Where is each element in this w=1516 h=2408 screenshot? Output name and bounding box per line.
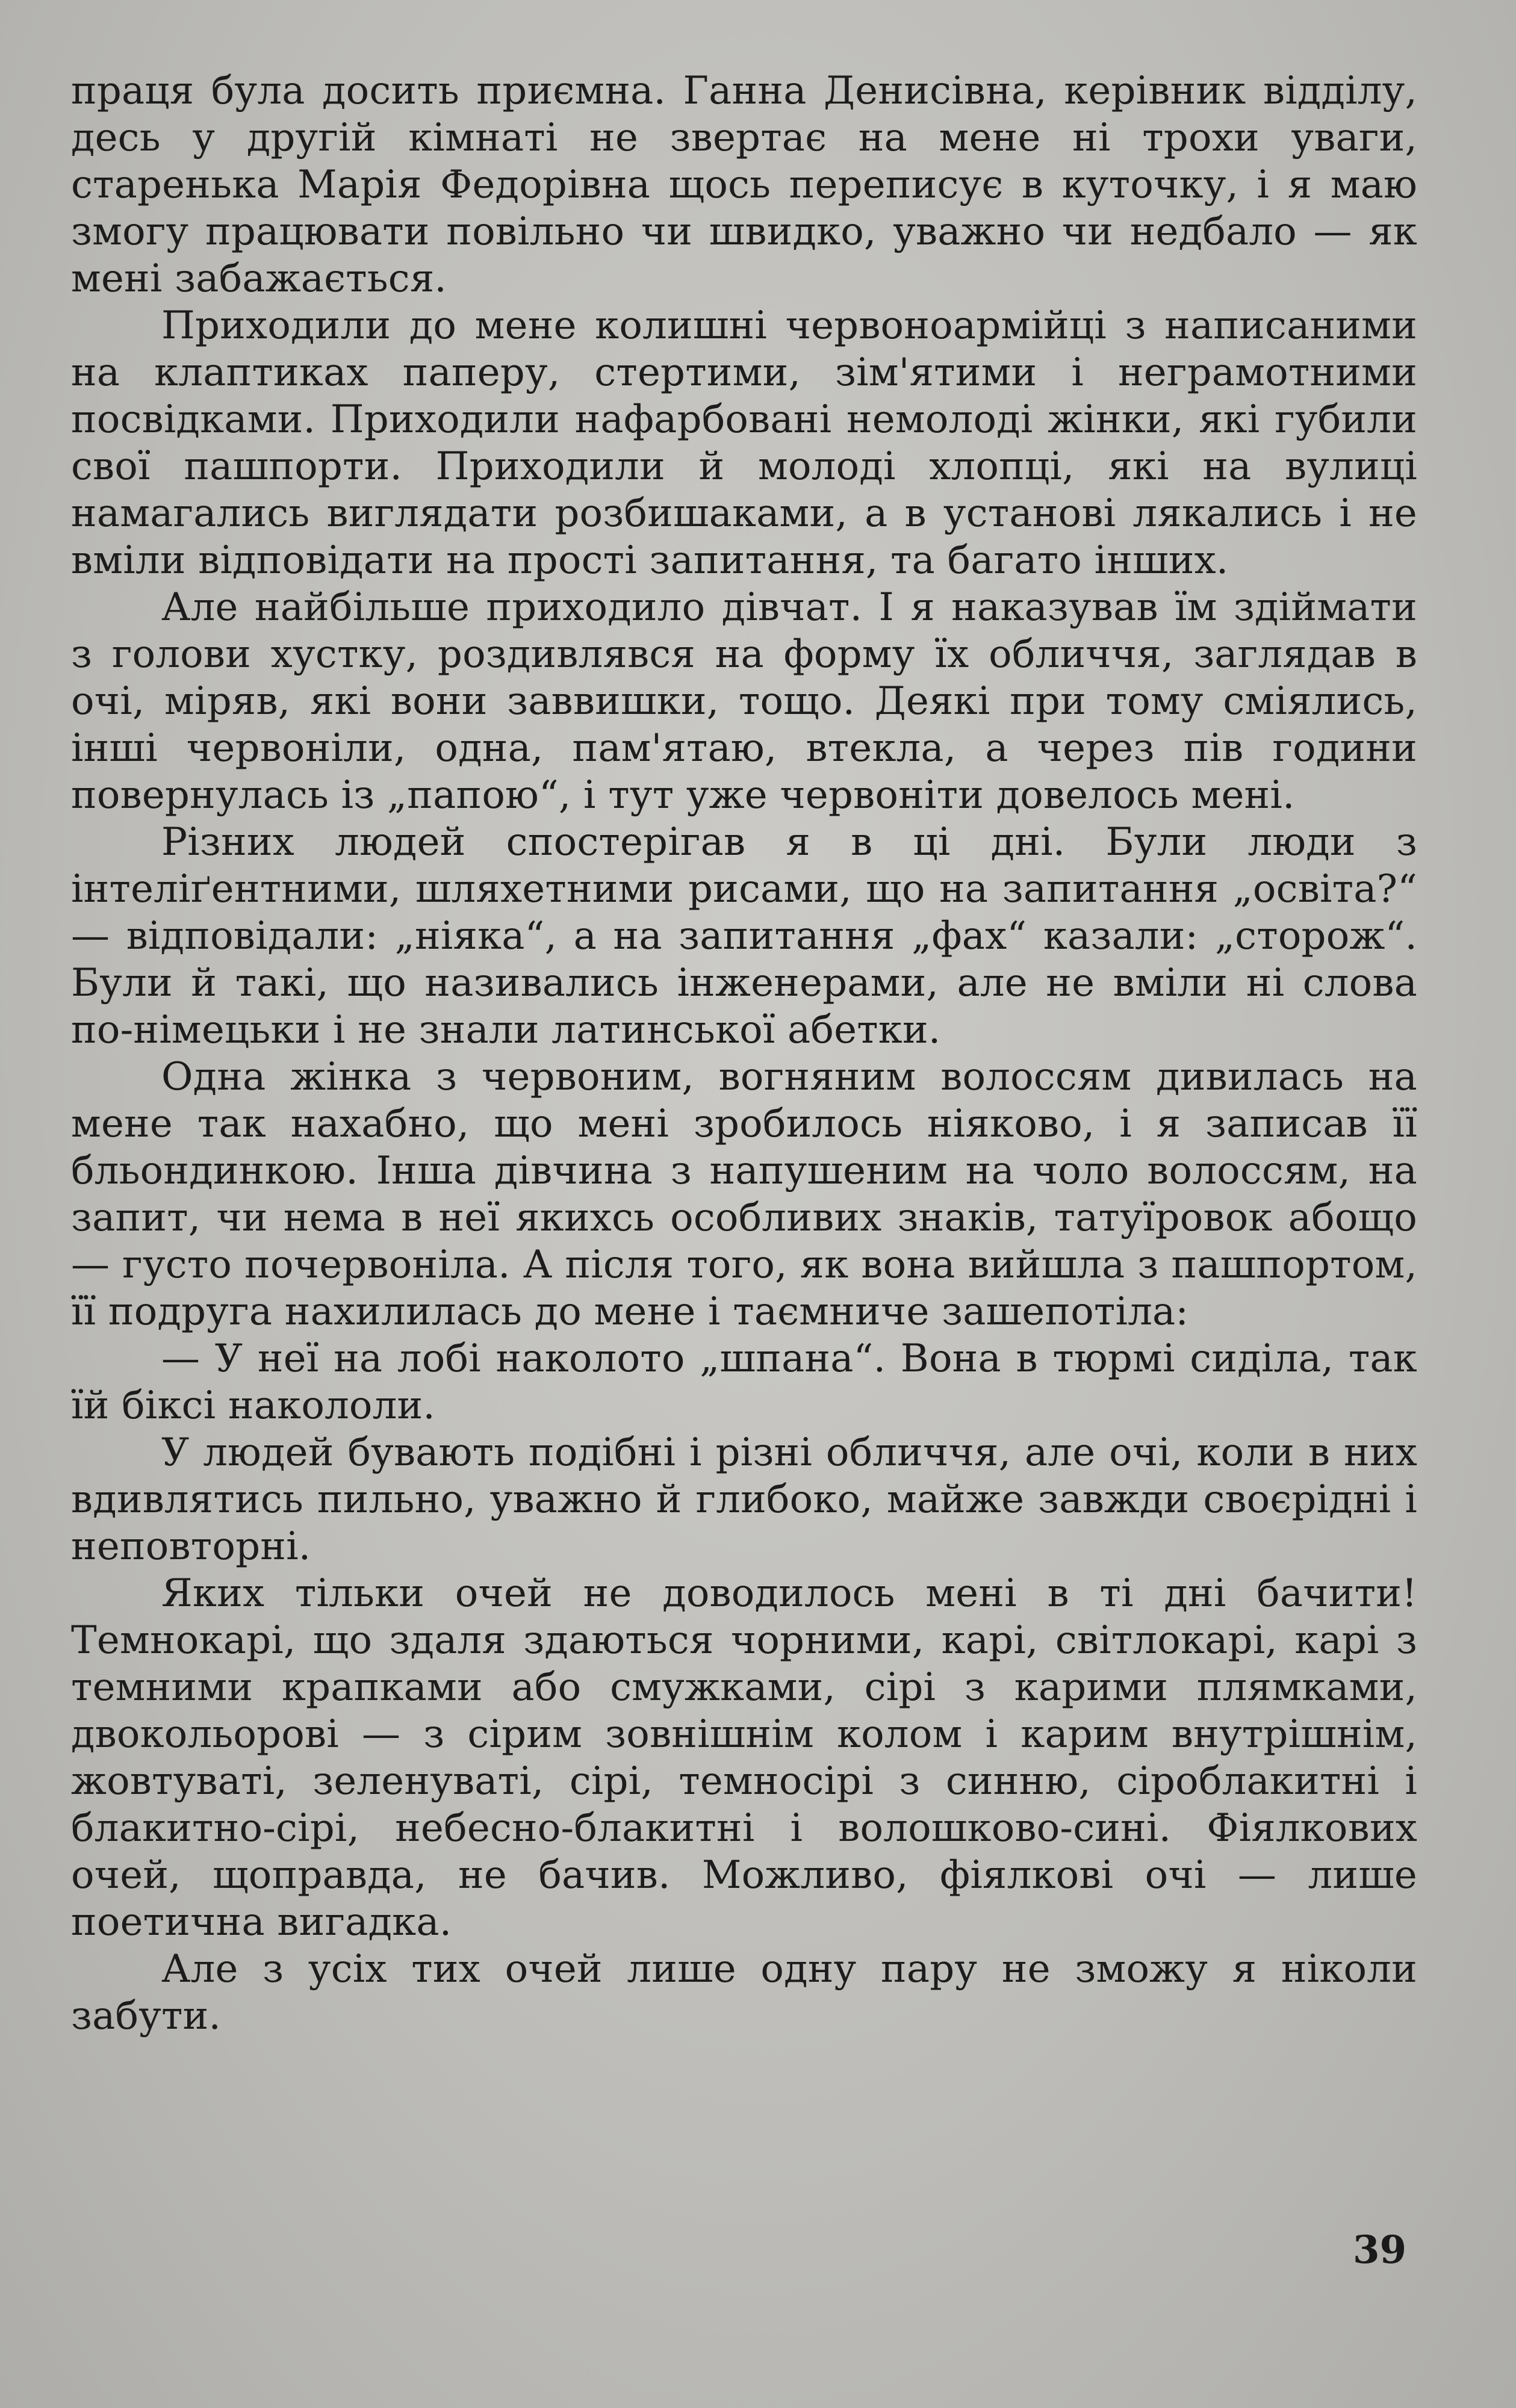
paragraph-3: Але найбільше приходило дівчат. І я наказував їм здіймати з голови хустку, роздивлявся на форму їх обличчя, заглядав в очі, міряв, які вони заввишки, тощо. Деякі при тому сміялись, інші червоніли, одна, пам'ятаю, втекла, а через пів години повернулась із „папою“, і тут уже червоніти довелось мені. xyxy=(71,585,1417,818)
paragraph-5: Одна жінка з червоним, вогняним волоссям дивилась на мене так нахабно, що мені зробилось ніяково, і я записав її бльондинкою. Інша дівчина з напушеним на чоло волоссям, на запит, чи нема в неї якихсь особливих знаків, татуїровок абощо — густо почервоніла. А після того, як вона вийшла з пашпортом, її подруга нахилилась до мене і таємниче зашепотіла: xyxy=(71,1055,1417,1334)
paragraph-4: Різних людей спостерігав я в ці дні. Були люди з інтеліґентними, шляхетними рисами, що на запитання „освіта?“ — відповідали: „ніяка“, а на запитання „фах“ казали: „сторож“. Були й такі, що називались інженерами, але не вміли ні слова по-німецьки і не знали латинської абетки. xyxy=(71,820,1417,1052)
paragraph-2: Приходили до мене колишні червоноармійці з написаними на клаптиках паперу, стертими, зім'ятими і неграмотними посвідками. Приходили нафарбовані немолоді жінки, які губили свої пашпорти. Приходили й молоді хлопці, які на вулиці намагались виглядати розбишаками, а в установі лякались і не вміли відповідати на прості запитання, та багато інших. xyxy=(71,303,1417,583)
paragraph-6: — У неї на лобі наколото „шпана“. Вона в тюрмі сиділа, так їй біксі накололи. xyxy=(71,1336,1417,1428)
page-body-text xyxy=(71,67,1417,2040)
paragraph-1: праця була досить приємна. Ганна Денисівна, керівник відділу, десь у другій кімнаті не звертає на мене ні трохи уваги, старенька Марія Федорівна щось переписує в куточку, і я маю змогу працювати повільно чи швидко, уважно чи недбало — як мені забажається. xyxy=(71,69,1417,301)
paragraph-9: Але з усіх тих очей лише одну пару не зможу я ніколи забути. xyxy=(71,1947,1417,2038)
page-number: 39 xyxy=(1352,2227,1406,2273)
paragraph-7: У людей бувають подібні і різні обличчя, але очі, коли в них вдивлятись пильно, уважно й глибоко, майже завжди своєрідні і неповторні. xyxy=(71,1430,1417,1569)
paragraph-8: Яких тільки очей не доводилось мені в ті дні бачити! Темнокарі, що здаля здаються чорними, карі, світлокарі, карі з темними крапками або смужками, сірі з карими плямками, двокольорові — з сірим зовнішнім колом і карим внутрішнім, жовтуваті, зеленуваті, сірі, темносірі з синню, сіроблакитні і блакитно-сірі, небесно-блакитні і волошково-сині. Фіялкових очей, щоправда, не бачив. Можливо, фіялкові очі — лише поетична вигадка. xyxy=(71,1571,1417,1944)
